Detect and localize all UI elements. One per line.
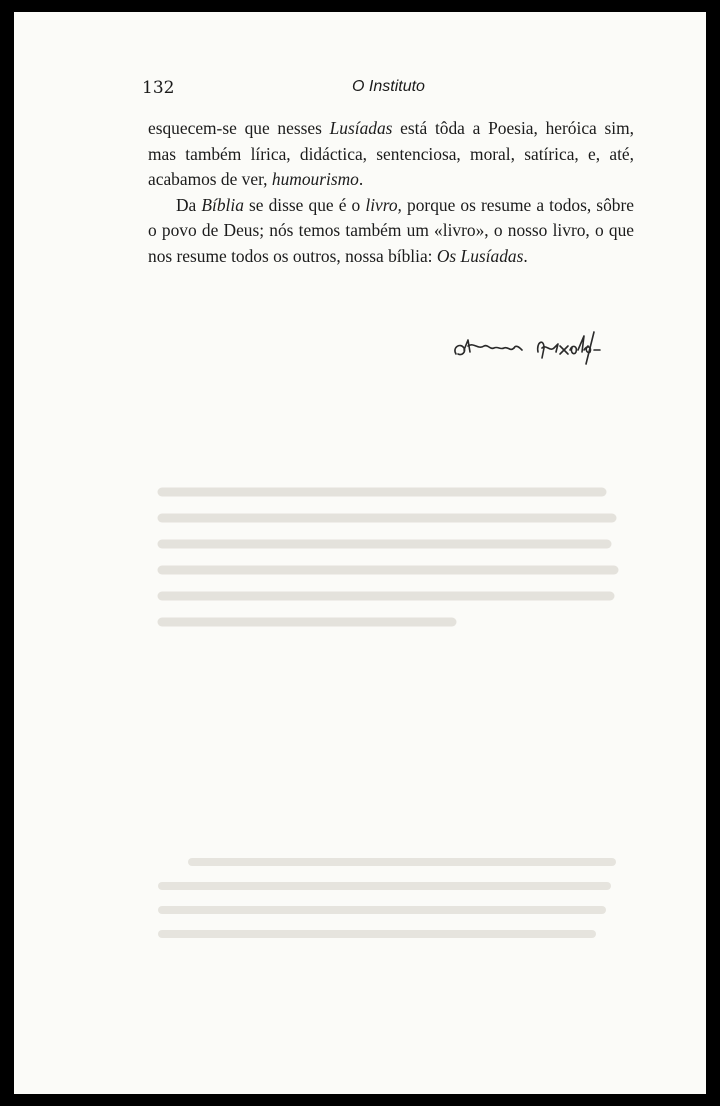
bleed-through-marks-lower [152, 852, 632, 942]
paragraph-1: esquecem-se que nesses Lusíadas está tôda a Poesia, heróica sim, mas também lírica, didáctica, sentenciosa, moral, satírica, e, até, acabamos de ver, humourismo. [148, 118, 634, 190]
page-header [142, 78, 635, 102]
paragraph-2: Da Bíblia se disse que é o livro, porque os resume a todos, sôbre o povo de Deus; nós temos também um «livro», o nosso livro, o que nos resume todos os outros, nossa bíblia: Os Lusíadas. [148, 194, 634, 266]
document-page [14, 12, 706, 1094]
page-number: 132 [142, 78, 175, 98]
bleed-through-marks [152, 482, 632, 632]
running-title: O Instituto [352, 78, 425, 95]
signature-scribble [450, 328, 650, 368]
handwritten-signature [450, 328, 650, 368]
body-text [148, 116, 634, 270]
